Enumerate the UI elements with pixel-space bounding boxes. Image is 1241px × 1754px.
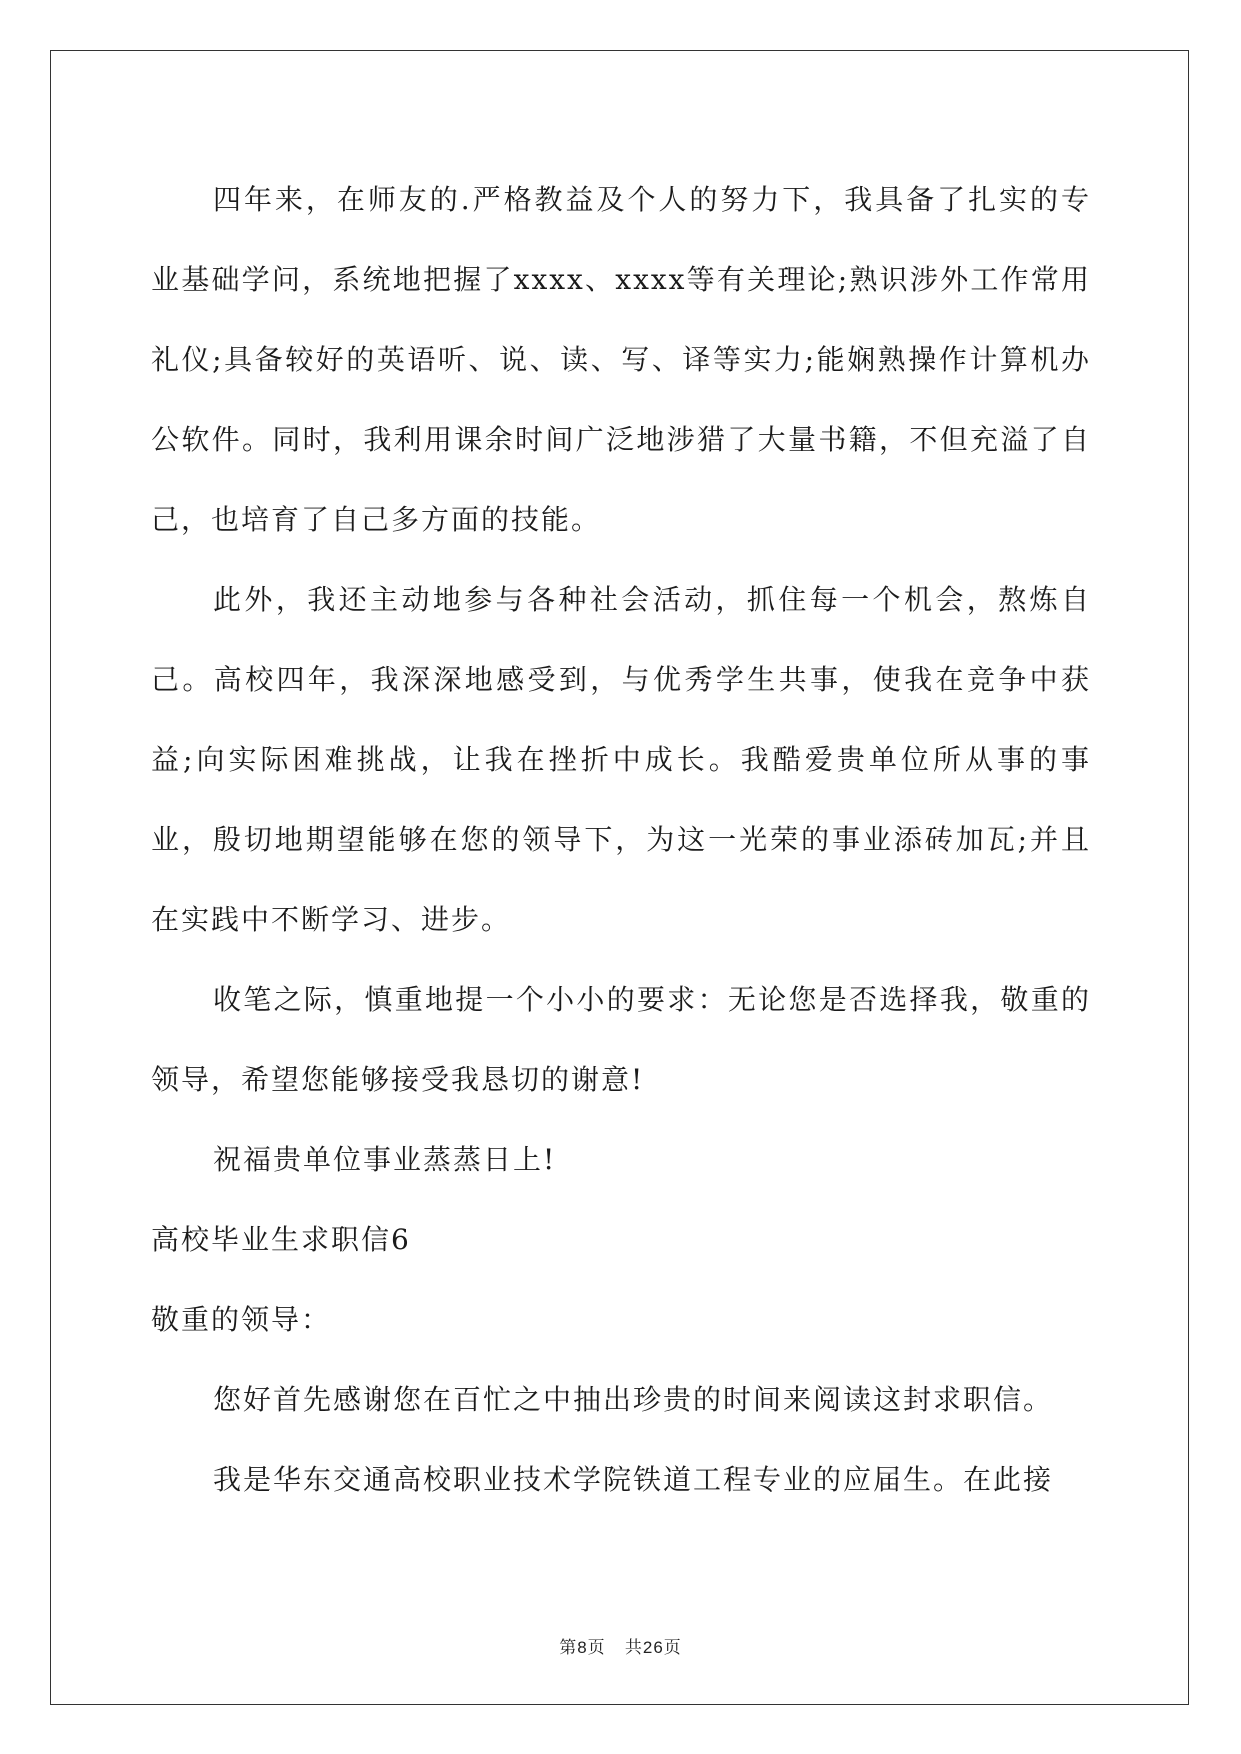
- page-suffix: 页: [587, 1638, 606, 1658]
- page-number-footer: [0, 1633, 1241, 1658]
- page-total: 26: [642, 1638, 664, 1657]
- total-prefix: 共: [624, 1638, 643, 1658]
- paragraph-introduction: 我是华东交通高校职业技术学院铁道工程专业的应届生。在此接: [213, 1463, 1054, 1496]
- salutation: 敬重的领导：: [151, 1303, 332, 1336]
- total-suffix: 页: [663, 1638, 682, 1658]
- paragraph-skills: 四年来，在师友的.严格教益及个人的努力下，我具备了扎实的专业基础学问，系统地把握了xxxx、xxxx等有关理论;熟识涉外工作常用礼仪;具备较好的英语听、说、读、写、译等实力;能娴熟操作计算机办公软件。同时，我利用课余时间广泛地涉猎了大量书籍，不但充溢了自己，也培育了自己多方面的技能。: [151, 183, 1091, 536]
- document-body: [151, 160, 1091, 1520]
- paragraph-wishes: 祝福贵单位事业蒸蒸日上!: [213, 1143, 557, 1176]
- paragraph-greeting: 您好首先感谢您在百忙之中抽出珍贵的时间来阅读这封求职信。: [213, 1383, 1054, 1416]
- page-prefix: 第: [559, 1638, 578, 1658]
- page-current: 8: [577, 1638, 588, 1657]
- section-heading: 高校毕业生求职信6: [151, 1223, 411, 1256]
- paragraph-closing-request: 收笔之际，慎重地提一个小小的要求：无论您是否选择我，敬重的领导，希望您能够接受我恳切的谢意!: [151, 983, 1091, 1096]
- paragraph-activities: 此外，我还主动地参与各种社会活动，抓住每一个机会，熬炼自己。高校四年，我深深地感受到，与优秀学生共事，使我在竞争中获益;向实际困难挑战，让我在挫折中成长。我酷爱贵单位所从事的事业，殷切地期望能够在您的领导下，为这一光荣的事业添砖加瓦;并且在实践中不断学习、进步。: [151, 583, 1091, 936]
